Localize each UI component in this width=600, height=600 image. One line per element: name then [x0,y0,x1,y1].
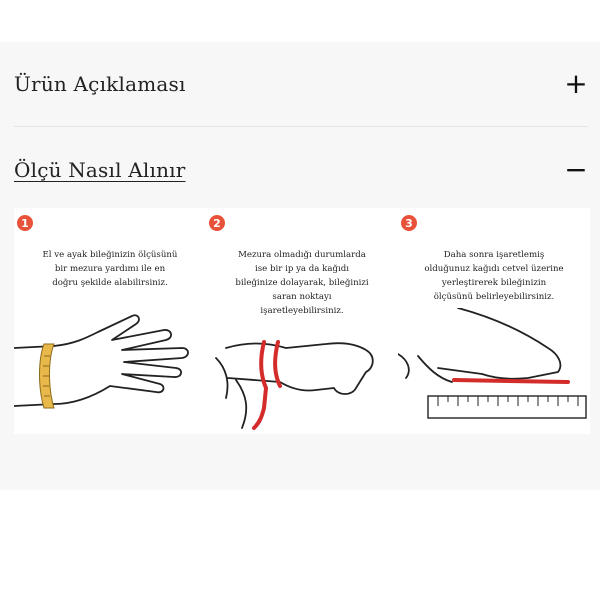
measurement-guide [14,208,590,434]
wrist-string-illustration [206,308,398,434]
accordion-description-title: Ürün Açıklaması [14,72,186,96]
expand-plus-icon[interactable]: + [564,67,588,100]
accordion-description[interactable] [14,62,588,106]
accordion-measure[interactable] [14,150,588,190]
step-number-badge [16,214,34,232]
guide-step-2 [206,208,398,434]
accordion-divider [14,126,588,127]
step-2-text: Mezura olmadığı durumlarda ise bir ip ya da kağıdı bileğinize dolayarak, bileğinizi saran noktayı işaretleyebilirsiniz. [235,250,369,316]
step-1-text: El ve ayak bileğinizin ölçüsünü bir mezura yardımı ile en doğru şekilde alabilirsiniz. [42,250,178,288]
step-number-badge [400,214,418,232]
step-number-badge [208,214,226,232]
guide-step-3 [398,208,590,434]
svg-text:3: 3 [405,217,413,230]
svg-text:2: 2 [213,217,221,230]
ruler-illustration [398,308,590,434]
guide-step-1 [14,208,206,434]
step-3-text: Daha sonra işaretlemiş olduğunuz kağıdı cetvel üzerine yerleştirerek bileğinizin ölçüsünü belirleyebilirsiniz. [424,250,564,302]
accordion-measure-title: Ölçü Nasıl Alınır [14,158,186,182]
collapse-minus-icon[interactable]: − [564,153,588,186]
svg-text:1: 1 [21,217,29,230]
hand-tape-illustration [14,308,206,434]
